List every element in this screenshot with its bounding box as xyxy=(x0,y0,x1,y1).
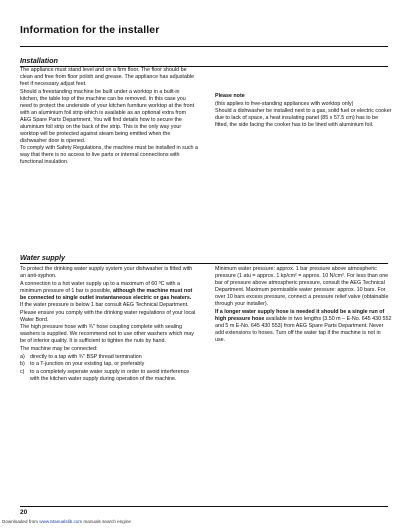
list-item xyxy=(20,361,198,368)
water-supply-right-column xyxy=(215,266,392,344)
water-supply-heading: Water supply xyxy=(20,253,65,262)
list-item-label: c) xyxy=(20,368,25,375)
footer-link[interactable]: www.Manualslib.com xyxy=(39,519,83,524)
page-number: 20 xyxy=(20,509,28,516)
title-divider xyxy=(20,46,388,47)
installation-left-column xyxy=(20,67,198,167)
list-item-label: b) xyxy=(20,361,25,368)
hose-length-warning: If a longer water supply hose is needed it should be a single run of high pressure hose xyxy=(215,308,385,322)
hose-paragraph: The high pressure hose with ¾" hose coupling complete with sealing washers is supplied. We recommend not to use other washers which may be of inferior quality. It is sufficient to tighten the nuts by hand. xyxy=(20,324,194,345)
please-note-text: Should a dishwasher be installed next to a gas, solid fuel or electric cooker due to lack of space, a heat insulating panel (85 x 57.5 cm) has to be fitted, the side facing the cooker has to be lined with aluminium foil. xyxy=(215,108,392,129)
hot-water-paragraph xyxy=(20,281,198,302)
installation-paragraph-3: To comply with Safety Regulations, the machine must be installed in such a way that there is no access to live parts or internal connections with functional insulation. xyxy=(20,145,198,166)
heater-warning: although the machine must not be connected to single outlet instantaneous electric or gas heaters. xyxy=(20,287,193,301)
hose-length-text: available in two lengths (3.50 m – E-No. 645 430 552 and 5 m E-No. 645 430 553) from AEG Spare Parts Department. Never add extensions to hoses. Turn off the water tap if the machine is not in use. xyxy=(215,315,392,343)
please-note-scope: (this applies to free-standing appliances with worktop only) xyxy=(215,100,354,107)
footer-divider xyxy=(20,506,388,507)
installation-paragraph-2: Should a freestanding machine be built under a worktop in a built-in kitchen, the table top of the machine can be removed. In this case you need to protect the underside of your kitchen furniture worktop at the front with an aluminium foil strip which is available as an optional extra from AEG Spare Parts Department. You will find details how to secure the aluminium foil strip on the back of the strip. This is the only way your worktop will be protected against steam being emitted when the dishwasher door is opened. xyxy=(20,88,195,144)
please-note-heading: Please note xyxy=(215,93,245,99)
list-item-text: directly to a tap with ¾" BSP thread termination xyxy=(30,353,142,360)
installation-paragraph-1: The appliance must stand level and on a firm floor. The floor should be clean and free from floor polish and grease. The appliance has adjustable feet if necessary adjust feet. xyxy=(20,67,194,87)
hot-water-text: A connection to a hot water supply up to a maximum of 60 ºC with a minimum pressure of 1 bar is possible, xyxy=(20,280,180,294)
water-supply-divider xyxy=(20,263,388,264)
anti-syphon-paragraph: To protect the drinking water supply system your dishwasher is fitted with an anti-syphon. xyxy=(20,266,193,279)
list-item-label: a) xyxy=(20,353,25,360)
installation-right-column xyxy=(215,93,392,130)
installation-heading: Installation xyxy=(20,56,58,65)
connection-options-list xyxy=(20,354,198,383)
regulations-paragraph: Please ensure you comply with the drinking water regulations of your local Water Bord. xyxy=(20,309,196,323)
water-pressure-paragraph: Minimum water pressure: approx. 1 bar pressure above atmospheric pressure (1 atu = approx. 1 kp/cm² = approx. 10 N/cm². For less than one bar of pressure above atmospheric pressure, consult the AEG Technical Department. Maximum permissible water pressure: approx. 10 bars. For over 10 bars excess pressure, connect a pressure relief valve (obtainable through your installer). xyxy=(215,266,389,307)
footer-suffix: manuals search engine xyxy=(82,519,131,524)
page-title: Information for the installer xyxy=(20,24,160,36)
water-supply-left-column xyxy=(20,266,198,383)
list-item xyxy=(20,369,198,383)
source-footer xyxy=(2,519,131,524)
list-item xyxy=(20,354,198,361)
low-pressure-paragraph: If the water pressure is below 1 bar consult AEG Technical Department. xyxy=(20,302,189,309)
list-item-text: to a T-junction on your existing tap, or preferably xyxy=(30,361,145,368)
footer-prefix: Downloaded from xyxy=(2,519,40,524)
connection-intro: The machine may be connected: xyxy=(20,345,98,352)
list-item-text: to a completely seperate water supply in order to avoid interference with the kitchen water supply during operation of the machine. xyxy=(30,368,190,382)
hose-length-paragraph xyxy=(215,309,392,344)
